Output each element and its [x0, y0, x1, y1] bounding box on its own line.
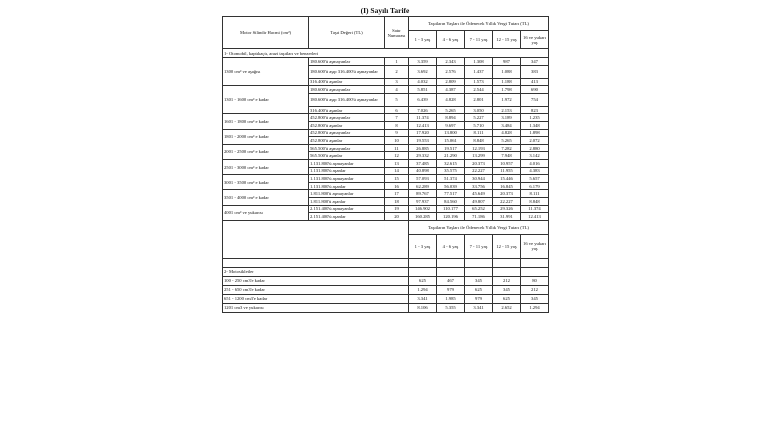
engine-class: 3501 - 4000 cm³ e kadar [223, 190, 309, 205]
age-header-3: 7 - 11 yaş [465, 31, 493, 49]
tax-amount: 160.285 [409, 213, 437, 221]
repeat-age-header-5: 16 ve yukarı yaş [521, 234, 549, 258]
tax-amount: 16.845 [493, 182, 521, 190]
repeat-age-header-3: 7 - 11 yaş [465, 234, 493, 258]
tax-amount: 625 [409, 276, 437, 285]
tax-amount: 29.332 [409, 152, 437, 160]
tax-amount: 7.282 [493, 144, 521, 152]
tax-amount: 5.265 [437, 106, 465, 114]
tax-amount: 4.016 [521, 159, 549, 167]
tax-amount: 51.374 [437, 175, 465, 183]
tax-amount: 10.957 [493, 159, 521, 167]
tax-amount: 89.767 [409, 190, 437, 198]
tax-amount: 20.373 [465, 159, 493, 167]
row-number: 8 [385, 121, 409, 129]
tax-amount: 1.798 [493, 86, 521, 94]
row-number: 10 [385, 137, 409, 145]
tax-amount: 3.341 [409, 294, 437, 303]
row-number: 6 [385, 106, 409, 114]
tax-amount: 2.880 [521, 144, 549, 152]
tax-amount: 212 [493, 276, 521, 285]
tariff-table [222, 16, 549, 313]
tax-amount: 625 [493, 294, 521, 303]
vehicle-value: 1.131.800'ü aşmayanlar [309, 175, 385, 183]
header-row-number: Satır Numarası [385, 17, 409, 49]
row-number: 17 [385, 190, 409, 198]
spacer-cell [465, 258, 493, 267]
tax-amount: 413 [521, 78, 549, 86]
tax-amount: 3.050 [465, 106, 493, 114]
tax-amount: 146.902 [409, 205, 437, 213]
motorcycle-engine-class: 1201 cm3 ve yukarısı [223, 303, 409, 312]
tax-amount: 22.227 [465, 167, 493, 175]
tax-amount: 1.308 [465, 58, 493, 66]
engine-class: 1601 - 1800 cm³ e kadar [223, 114, 309, 129]
tax-amount: 345 [493, 285, 521, 294]
tax-amount: 1.898 [521, 129, 549, 137]
tax-amount: 3.484 [493, 121, 521, 129]
tariff-row [223, 159, 549, 167]
tax-amount: 979 [465, 294, 493, 303]
row-number: 13 [385, 159, 409, 167]
repeat-header-tax: Taşıtların Yaşları ile Ödenecek Yıllık Vergi Tutarı (TL) [409, 220, 549, 234]
row-number: 5 [385, 93, 409, 106]
tax-amount: 383 [521, 65, 549, 78]
vehicle-value: 565.500'ü aşmayanlar [309, 144, 385, 152]
age-header-4: 12 - 15 yaş [493, 31, 521, 49]
tax-amount: 1.573 [465, 78, 493, 86]
engine-class: 1301 - 1600 cm³ e kadar [223, 86, 309, 114]
spacer-cell [223, 258, 409, 267]
tax-amount: 11.374 [409, 114, 437, 122]
vehicle-value: 452.800'ü aşanlar [309, 121, 385, 129]
tax-amount: 6.439 [409, 93, 437, 106]
tax-amount: 1.294 [521, 303, 549, 312]
tax-amount: 4.387 [437, 86, 465, 94]
motorcycle-row [223, 294, 549, 303]
tax-amount: 4.032 [409, 78, 437, 86]
row-number: 15 [385, 175, 409, 183]
tax-amount: 754 [521, 93, 549, 106]
engine-class: 3001 - 3500 cm³ e kadar [223, 175, 309, 190]
tax-amount: 8.111 [521, 190, 549, 198]
tax-amount: 3.142 [521, 152, 549, 160]
tax-amount: 11.374 [521, 205, 549, 213]
spacer-row [223, 258, 549, 267]
header-value: Taşıt Değeri (TL) [309, 17, 385, 49]
header-blank [223, 220, 409, 258]
tax-amount: 37.485 [409, 159, 437, 167]
tariff-document [222, 6, 548, 313]
row-number: 3 [385, 78, 409, 86]
engine-class: 4001 cm³ ve yukarısı [223, 205, 309, 220]
motorcycle-row [223, 285, 549, 294]
tax-amount: 3.692 [409, 65, 437, 78]
tax-amount: 4.383 [521, 167, 549, 175]
tax-amount: 2.652 [493, 303, 521, 312]
tariff-row [223, 144, 549, 152]
tax-amount: 1.088 [493, 65, 521, 78]
motorcycle-engine-class: 100 - 250 cm3'e kadar [223, 276, 409, 285]
row-number: 11 [385, 144, 409, 152]
empty-cell [437, 267, 465, 276]
tax-amount: 49.807 [465, 197, 493, 205]
tax-amount: 345 [465, 276, 493, 285]
tax-amount: 690 [521, 86, 549, 94]
repeat-age-header-4: 12 - 15 yaş [493, 234, 521, 258]
tax-amount: 12.193 [465, 144, 493, 152]
vehicle-value: 316.400'ü aşanlar [309, 106, 385, 114]
motorcycle-row [223, 276, 549, 285]
tax-amount: 13.299 [465, 152, 493, 160]
tax-amount: 2.072 [521, 137, 549, 145]
tax-amount: 625 [465, 285, 493, 294]
vehicle-value: 1.131.800'ü aşanlar [309, 182, 385, 190]
tax-amount: 979 [437, 285, 465, 294]
tax-amount: 2.343 [437, 58, 465, 66]
tax-amount: 212 [521, 285, 549, 294]
tax-amount: 5.355 [437, 303, 465, 312]
tax-amount: 9.697 [437, 121, 465, 129]
tax-amount: 62.289 [409, 182, 437, 190]
tax-amount: 20.373 [493, 190, 521, 198]
tax-amount: 12.413 [521, 213, 549, 221]
tax-amount: 45.649 [465, 190, 493, 198]
vehicle-value: 452.800'ü aşmayanlar [309, 129, 385, 137]
tax-amount: 71.186 [465, 213, 493, 221]
vehicle-value: 180.600'ü aşıp 316.400'ü aşmayanlar [309, 93, 385, 106]
tax-amount: 15.061 [437, 137, 465, 145]
tax-amount: 40.898 [409, 167, 437, 175]
tax-amount: 12.413 [409, 121, 437, 129]
tax-amount: 3.189 [493, 114, 521, 122]
tariff-row [223, 175, 549, 183]
motorcycle-engine-class: 251 - 650 cm3'e kadar [223, 285, 409, 294]
tax-amount: 4.828 [437, 93, 465, 106]
tax-amount: 1.972 [493, 93, 521, 106]
repeat-header-row [223, 220, 549, 234]
header-engine: Motor Silindir Hacmi (cm³) [223, 17, 309, 49]
empty-cell [521, 267, 549, 276]
tax-amount: 56.039 [437, 182, 465, 190]
engine-class: 1300 cm³ ve aşağısı [223, 58, 309, 86]
empty-cell [409, 267, 437, 276]
spacer-cell [437, 258, 465, 267]
tax-amount: 987 [493, 58, 521, 66]
tax-amount: 6.179 [521, 182, 549, 190]
tax-amount: 57.093 [409, 175, 437, 183]
tax-amount: 5.851 [409, 86, 437, 94]
vehicle-value: 1.811.800'ü aşmayanlar [309, 190, 385, 198]
tariff-row [223, 205, 549, 213]
tax-amount: 120.196 [437, 213, 465, 221]
vehicle-value: 1.131.800'ü aşanlar [309, 167, 385, 175]
spacer-cell [409, 258, 437, 267]
section1-title: 1- Otomobil, kaptıkaçtı, arazi taşıtları ve benzerleri [223, 49, 549, 58]
row-number: 7 [385, 114, 409, 122]
tax-amount: 80 [521, 276, 549, 285]
motorcycle-row [223, 303, 549, 312]
tax-amount: 17.920 [409, 129, 437, 137]
row-number: 1 [385, 58, 409, 66]
tax-amount: 110.177 [437, 205, 465, 213]
spacer-cell [521, 258, 549, 267]
row-number: 19 [385, 205, 409, 213]
tax-amount: 3.359 [409, 58, 437, 66]
tax-amount: 77.517 [437, 190, 465, 198]
tax-amount: 1.348 [521, 121, 549, 129]
tax-amount: 1.235 [521, 114, 549, 122]
tax-amount: 8.848 [521, 197, 549, 205]
tax-amount: 1.985 [437, 294, 465, 303]
tax-amount: 32.615 [437, 159, 465, 167]
tax-amount: 30.944 [465, 175, 493, 183]
tax-amount: 2.576 [437, 65, 465, 78]
row-number: 20 [385, 213, 409, 221]
tax-amount: 13.800 [437, 129, 465, 137]
tax-amount: 29.326 [493, 205, 521, 213]
vehicle-value: 180.600'ü aşmayanlar [309, 86, 385, 94]
tax-amount: 5.227 [465, 114, 493, 122]
tax-amount: 31.991 [493, 213, 521, 221]
tax-amount: 7.948 [493, 152, 521, 160]
tariff-row [223, 86, 549, 94]
motorcycle-engine-class: 651 - 1200 cm3'e kadar [223, 294, 409, 303]
tariff-row [223, 114, 549, 122]
engine-class: 2501 - 3000 cm³ e kadar [223, 159, 309, 174]
tax-amount: 8.848 [465, 137, 493, 145]
header-tax: Taşıtların Yaşları ile Ödenecek Yıllık Vergi Tutarı (TL) [409, 17, 549, 31]
document-title: (I) Sayılı Tarife [360, 6, 410, 15]
engine-class: 2001 - 2500 cm³ e kadar [223, 144, 309, 159]
tax-amount: 5.265 [493, 137, 521, 145]
tax-amount: 22.227 [493, 197, 521, 205]
vehicle-value: 180.600'ü aşmayanlar [309, 58, 385, 66]
row-number: 2 [385, 65, 409, 78]
age-header-5: 16 ve yukarı yaş [521, 31, 549, 49]
empty-cell [493, 267, 521, 276]
tax-amount: 19.517 [437, 144, 465, 152]
tax-amount: 19.553 [409, 137, 437, 145]
tax-amount: 347 [521, 58, 549, 66]
tax-amount: 2.153 [493, 106, 521, 114]
tax-amount: 1.294 [409, 285, 437, 294]
empty-cell [465, 267, 493, 276]
vehicle-value: 2.151.400'ü aşmayanlar [309, 205, 385, 213]
engine-class: 1801 - 2000 cm³ e kadar [223, 129, 309, 144]
tax-amount: 8.106 [409, 303, 437, 312]
age-header-1: 1 - 3 yaş [409, 31, 437, 49]
tax-amount: 467 [437, 276, 465, 285]
tax-amount: 345 [521, 294, 549, 303]
repeat-age-header-1: 1 - 3 yaş [409, 234, 437, 258]
row-number: 9 [385, 129, 409, 137]
spacer-cell [493, 258, 521, 267]
section2-title: 2- Motosikletler [223, 267, 409, 276]
tariff-row [223, 190, 549, 198]
vehicle-value: 565.500'ü aşanlar [309, 152, 385, 160]
tax-amount: 21.290 [437, 152, 465, 160]
tax-amount: 8.111 [465, 129, 493, 137]
tax-amount: 8.894 [437, 114, 465, 122]
tax-amount: 3.341 [465, 303, 493, 312]
tax-amount: 7.026 [409, 106, 437, 114]
row-number: 14 [385, 167, 409, 175]
tax-amount: 5.657 [521, 175, 549, 183]
row-number: 16 [385, 182, 409, 190]
section2-row [223, 267, 549, 276]
tariff-row [223, 129, 549, 137]
tax-amount: 33.756 [465, 182, 493, 190]
vehicle-value: 452.800'ü aşanlar [309, 137, 385, 145]
row-number: 18 [385, 197, 409, 205]
tax-amount: 5.710 [465, 121, 493, 129]
tax-amount: 26.885 [409, 144, 437, 152]
row-number: 12 [385, 152, 409, 160]
vehicle-value: 1.131.800'ü aşmayanlar [309, 159, 385, 167]
tariff-row [223, 58, 549, 66]
tax-amount: 97.937 [409, 197, 437, 205]
tax-amount: 15.446 [493, 175, 521, 183]
vehicle-value: 2.151.400'ü aşanlar [309, 213, 385, 221]
repeat-age-header-2: 4 - 6 yaş [437, 234, 465, 258]
tax-amount: 1.437 [465, 65, 493, 78]
tax-amount: 35.575 [437, 167, 465, 175]
tax-amount: 65.252 [465, 205, 493, 213]
vehicle-value: 316.400'ü aşanlar [309, 78, 385, 86]
vehicle-value: 452.800'ü aşmayanlar [309, 114, 385, 122]
tax-amount: 2.801 [465, 93, 493, 106]
age-header-2: 4 - 6 yaş [437, 31, 465, 49]
tax-amount: 823 [521, 106, 549, 114]
tax-amount: 4.828 [493, 129, 521, 137]
tax-amount: 2.544 [465, 86, 493, 94]
tax-amount: 1.188 [493, 78, 521, 86]
tax-amount: 84.560 [437, 197, 465, 205]
tax-amount: 2.809 [437, 78, 465, 86]
row-number: 4 [385, 86, 409, 94]
vehicle-value: 180.600'ü aşıp 316.400'ü aşmayanlar [309, 65, 385, 78]
vehicle-value: 1.811.800'ü aşanlar [309, 197, 385, 205]
tax-amount: 11.955 [493, 167, 521, 175]
